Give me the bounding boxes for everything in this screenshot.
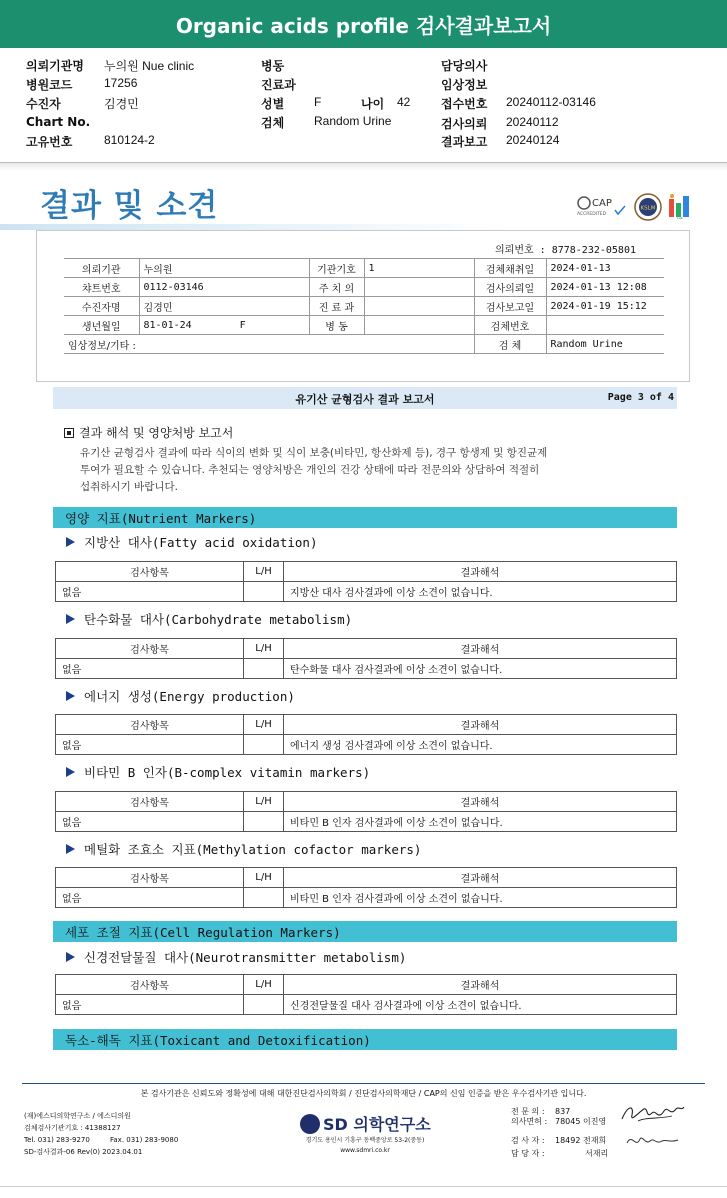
manager-label: 담 당 자 :	[511, 1149, 545, 1158]
report-title-bar	[0, 0, 727, 48]
result-table-methylation	[55, 867, 677, 908]
cap-logo-text: CAP	[592, 198, 612, 209]
patient-key: 검사의뢰일	[474, 278, 546, 297]
patient-row	[64, 316, 664, 335]
page-bar-title: 유기산 균형검사 결과 보고서	[295, 393, 435, 406]
cell-item: 없음	[56, 995, 244, 1015]
header-specimen-label: 검체	[261, 116, 285, 130]
table-row	[56, 995, 677, 1015]
manager-value: 서재리	[585, 1149, 609, 1158]
col-header-result: 결과해석	[284, 715, 677, 735]
tester-signature	[624, 1131, 682, 1151]
header-left-label-3: Chart No.	[26, 115, 91, 129]
header-left-value-0: 누의원 Nue clinic	[104, 59, 195, 73]
result-table-b-complex	[55, 791, 677, 832]
patient-value	[364, 278, 474, 297]
doctor-signature	[620, 1101, 686, 1127]
section-title: 결과 및 소견	[40, 188, 219, 224]
patient-row	[64, 278, 664, 297]
header-right-value-4: 20240124	[506, 133, 560, 147]
interpretation-heading	[64, 424, 233, 441]
patient-key: 검체채취일	[474, 259, 546, 278]
header-shadow	[0, 163, 727, 171]
patient-value: 2024-01-13	[546, 259, 664, 278]
table-row	[56, 812, 677, 832]
cell-lh	[244, 888, 284, 908]
patient-value: 김경민	[139, 297, 309, 316]
cap-logo-subtext: ACCREDITED	[577, 212, 607, 217]
report-title: Organic acids profile 검사결과보고서	[175, 13, 552, 38]
report-header	[0, 48, 727, 162]
header-age-label: 나이	[361, 97, 385, 111]
triangle-bullet-icon	[66, 537, 75, 547]
patient-value: 1	[364, 259, 474, 278]
cell-lh	[244, 582, 284, 602]
triangle-bullet-icon	[66, 691, 75, 701]
header-left-label-1: 병원코드	[26, 78, 73, 92]
cell-lh	[244, 659, 284, 679]
category-bar-nutrient: 영양 지표(Nutrient Markers)	[53, 507, 677, 528]
header-specimen-value: Random Urine	[314, 114, 392, 128]
col-header-item: 검사항목	[56, 975, 244, 995]
subsection-fatty-acid	[66, 533, 317, 551]
col-header-item: 검사항목	[56, 562, 244, 582]
header-sex-label: 성별	[261, 97, 285, 111]
subsection-title: 메틸화 조효소 지표(Methylation cofactor markers)	[84, 842, 422, 857]
header-right-label-0: 담당의사	[441, 59, 488, 73]
subsection-title: 지방산 대사(Fatty acid oxidation)	[84, 535, 318, 550]
footer-lab-info	[24, 1110, 178, 1158]
cell-result: 비타민 B 인자 검사결과에 이상 소견이 없습니다.	[284, 888, 677, 908]
report-page-bar	[53, 387, 677, 409]
patient-key: 진 료 과	[309, 297, 364, 316]
patient-key: 의뢰기관	[64, 259, 139, 278]
subsection-title: 에너지 생성(Energy production)	[84, 689, 295, 704]
specialist-no: 837	[555, 1107, 571, 1116]
patient-key: 병 동	[309, 316, 364, 335]
subsection-title: 신경전달물질 대사(Neurotransmitter metabolism)	[84, 950, 407, 965]
patient-value	[139, 316, 309, 335]
header-left-label-0: 의뢰기관명	[26, 59, 84, 73]
table-row	[56, 735, 677, 755]
footer-tel: Tel. 031) 283-9270	[24, 1136, 90, 1144]
footer-code: 검체검사기관기호 : 41388127	[24, 1124, 121, 1132]
clinical-info: 임상정보/기타 :	[64, 335, 474, 354]
triangle-bullet-icon	[66, 767, 75, 777]
cell-result: 신경전달물질 대사 검사결과에 이상 소견이 없습니다.	[284, 995, 677, 1015]
patient-sex: F	[239, 319, 246, 331]
sign-row-tester	[511, 1135, 608, 1148]
patient-row	[64, 335, 664, 354]
col-header-lh: L/H	[244, 715, 284, 735]
interpretation-body	[80, 445, 640, 496]
cell-item: 없음	[56, 735, 244, 755]
subsection-neurotransmitter	[66, 948, 406, 966]
header-right-label-4: 결과보고	[441, 135, 488, 149]
footer-org: (재)에스디의학연구소 / 에스디의원	[24, 1112, 131, 1120]
col-header-lh: L/H	[244, 975, 284, 995]
cell-lh	[244, 735, 284, 755]
col-header-lh: L/H	[244, 562, 284, 582]
footer-contact	[24, 1134, 178, 1146]
table-row	[56, 888, 677, 908]
footer-signatures	[511, 1106, 608, 1167]
interpretation-line: 섭취하시기 바랍니다.	[80, 481, 178, 493]
subsection-b-complex	[66, 763, 370, 781]
sign-row-manager	[511, 1148, 608, 1167]
header-dept-label: 진료과	[261, 78, 296, 92]
header-right-label-1: 임상정보	[441, 78, 488, 92]
table-header-row	[56, 868, 677, 888]
cell-result: 비타민 B 인자 검사결과에 이상 소견이 없습니다.	[284, 812, 677, 832]
interpretation-line: 유기산 균형검사 결과에 따라 식이의 변화 및 식이 보충(비타민, 항산화제 등), 경구 항생제 및 항진균제	[80, 447, 548, 459]
seal-logo-text: KSLM	[640, 205, 656, 212]
result-table-energy	[55, 714, 677, 755]
header-left-value-4: 810124-2	[104, 133, 155, 147]
footer-fax: Fax. 031) 283-9080	[110, 1136, 179, 1144]
patient-key: 검체번호	[474, 316, 546, 335]
table-header-row	[56, 792, 677, 812]
cell-item: 없음	[56, 812, 244, 832]
cell-result: 지방산 대사 검사결과에 이상 소견이 없습니다.	[284, 582, 677, 602]
result-table-neurotransmitter	[55, 974, 677, 1015]
header-right-label-2: 접수번호	[441, 97, 488, 111]
sign-row-specialist	[511, 1106, 608, 1116]
col-header-lh: L/H	[244, 639, 284, 659]
page-number: Page 3 of 4	[607, 392, 674, 403]
col-header-item: 검사항목	[56, 868, 244, 888]
patient-key: 챠트번호	[64, 278, 139, 297]
patient-value	[546, 316, 664, 335]
tester-label: 검 사 자 :	[511, 1136, 545, 1145]
triangle-bullet-icon	[66, 614, 75, 624]
col-header-item: 검사항목	[56, 792, 244, 812]
header-sex-value: F	[314, 95, 322, 109]
col-header-lh: L/H	[244, 868, 284, 888]
patient-key: 기관기호	[309, 259, 364, 278]
header-left-value-2: 김경민	[104, 97, 139, 111]
col-header-result: 결과해석	[284, 792, 677, 812]
table-header-row	[56, 975, 677, 995]
triangle-bullet-icon	[66, 844, 75, 854]
patient-key: 주 치 의	[309, 278, 364, 297]
doctor-label: 의사면허 :	[511, 1117, 548, 1126]
header-right-value-2: 20240112-03146	[506, 95, 596, 109]
patient-row	[64, 259, 664, 278]
patient-value: Random Urine	[546, 335, 664, 354]
table-row	[56, 659, 677, 679]
patient-info-table	[64, 258, 664, 354]
patient-row	[64, 297, 664, 316]
table-header-row	[56, 562, 677, 582]
cell-item: 없음	[56, 659, 244, 679]
subsection-title: 탄수화물 대사(Carbohydrate metabolism)	[84, 612, 353, 627]
lab-accreditation-logo	[668, 193, 692, 219]
header-left-label-2: 수진자	[26, 97, 61, 111]
footer-address	[300, 1136, 430, 1156]
subsection-methylation	[66, 840, 421, 858]
cell-result: 탄수화물 대사 검사결과에 이상 소견이 없습니다.	[284, 659, 677, 679]
page-bottom-rule	[0, 1186, 727, 1187]
subsection-carbohydrate	[66, 610, 352, 628]
footer-address-line: 경기도 용인시 기흥구 동백중앙로 53-2(중동)	[305, 1137, 425, 1144]
tester-value: 18492 전재희	[555, 1136, 607, 1145]
request-number: 의뢰번호 : 8778-232-05801	[495, 245, 636, 256]
interpretation-line: 투여가 필요할 수 있습니다. 추천되는 영양처방은 개인의 건강 상태에 따라 전문의와 상담하여 적절히	[80, 464, 540, 476]
triangle-bullet-icon	[66, 952, 75, 962]
lab-logo-text: Lab	[677, 215, 683, 219]
subsection-title: 비타민 B 인자(B-complex vitamin markers)	[84, 765, 371, 780]
result-table-fatty-acid	[55, 561, 677, 602]
cell-item: 없음	[56, 888, 244, 908]
footer-website: www.sdmri.co.kr	[340, 1147, 390, 1154]
kslm-seal-logo	[634, 193, 662, 221]
patient-value: 2024-01-13 12:08	[546, 278, 664, 297]
col-header-result: 결과해석	[284, 868, 677, 888]
table-header-row	[56, 715, 677, 735]
header-right-label-3: 검사의뢰	[441, 117, 488, 131]
header-age-value: 42	[397, 95, 411, 109]
col-header-item: 검사항목	[56, 639, 244, 659]
header-ward-label: 병동	[261, 59, 285, 73]
patient-key: 검사보고일	[474, 297, 546, 316]
footer-divider	[22, 1083, 705, 1084]
patient-value	[364, 316, 474, 335]
result-table-carbohydrate	[55, 638, 677, 679]
sd-logo-mark-icon	[300, 1114, 320, 1134]
cell-item: 없음	[56, 582, 244, 602]
header-left-value-1: 17256	[104, 76, 138, 90]
specialist-label: 전 문 의 :	[511, 1107, 545, 1116]
col-header-result: 결과해석	[284, 975, 677, 995]
birth-date: 81-01-24	[143, 319, 192, 331]
table-row	[56, 582, 677, 602]
header-right-value-3: 20240112	[506, 115, 559, 129]
sd-logo-text: SD 의학연구소	[323, 1115, 431, 1134]
header-left-label-4: 고유번호	[26, 135, 73, 149]
doctor-value: 78045 이진영	[555, 1117, 607, 1126]
sd-lab-logo	[300, 1112, 431, 1135]
patient-value: 2024-01-19 15:12	[546, 297, 664, 316]
category-bar-toxicant: 독소-해독 지표(Toxicant and Detoxification)	[53, 1029, 677, 1050]
col-header-lh: L/H	[244, 792, 284, 812]
col-header-result: 결과해석	[284, 639, 677, 659]
cap-accredited-logo	[575, 193, 627, 217]
patient-key: 수진자명	[64, 297, 139, 316]
interpretation-heading-text: 결과 해석 및 영양처방 보고서	[79, 426, 234, 440]
patient-key: 생년월일	[64, 316, 139, 335]
subsection-energy	[66, 687, 295, 705]
cell-lh	[244, 995, 284, 1015]
patient-value: 0112-03146	[139, 278, 309, 297]
patient-key: 검 체	[474, 335, 546, 354]
sign-row-doctor	[511, 1116, 608, 1135]
cell-lh	[244, 812, 284, 832]
col-header-item: 검사항목	[56, 715, 244, 735]
category-bar-cell-regulation: 세포 조절 지표(Cell Regulation Markers)	[53, 921, 677, 942]
patient-value	[364, 297, 474, 316]
footer-rev: SD-검사결과-06 Rev(0) 2023.04.01	[24, 1148, 143, 1156]
col-header-result: 결과해석	[284, 562, 677, 582]
cell-result: 에너지 생성 검사결과에 이상 소견이 없습니다.	[284, 735, 677, 755]
table-header-row	[56, 639, 677, 659]
footer-certification: 본 검사기관은 신뢰도와 정확성에 대해 대한진단검사의학회 / 진단검사의학재단 / CAP의 신임 인증을 받은 우수검사기관 입니다.	[140, 1089, 587, 1098]
patient-value: 누의원	[139, 259, 309, 278]
square-bullet-icon	[64, 428, 74, 438]
